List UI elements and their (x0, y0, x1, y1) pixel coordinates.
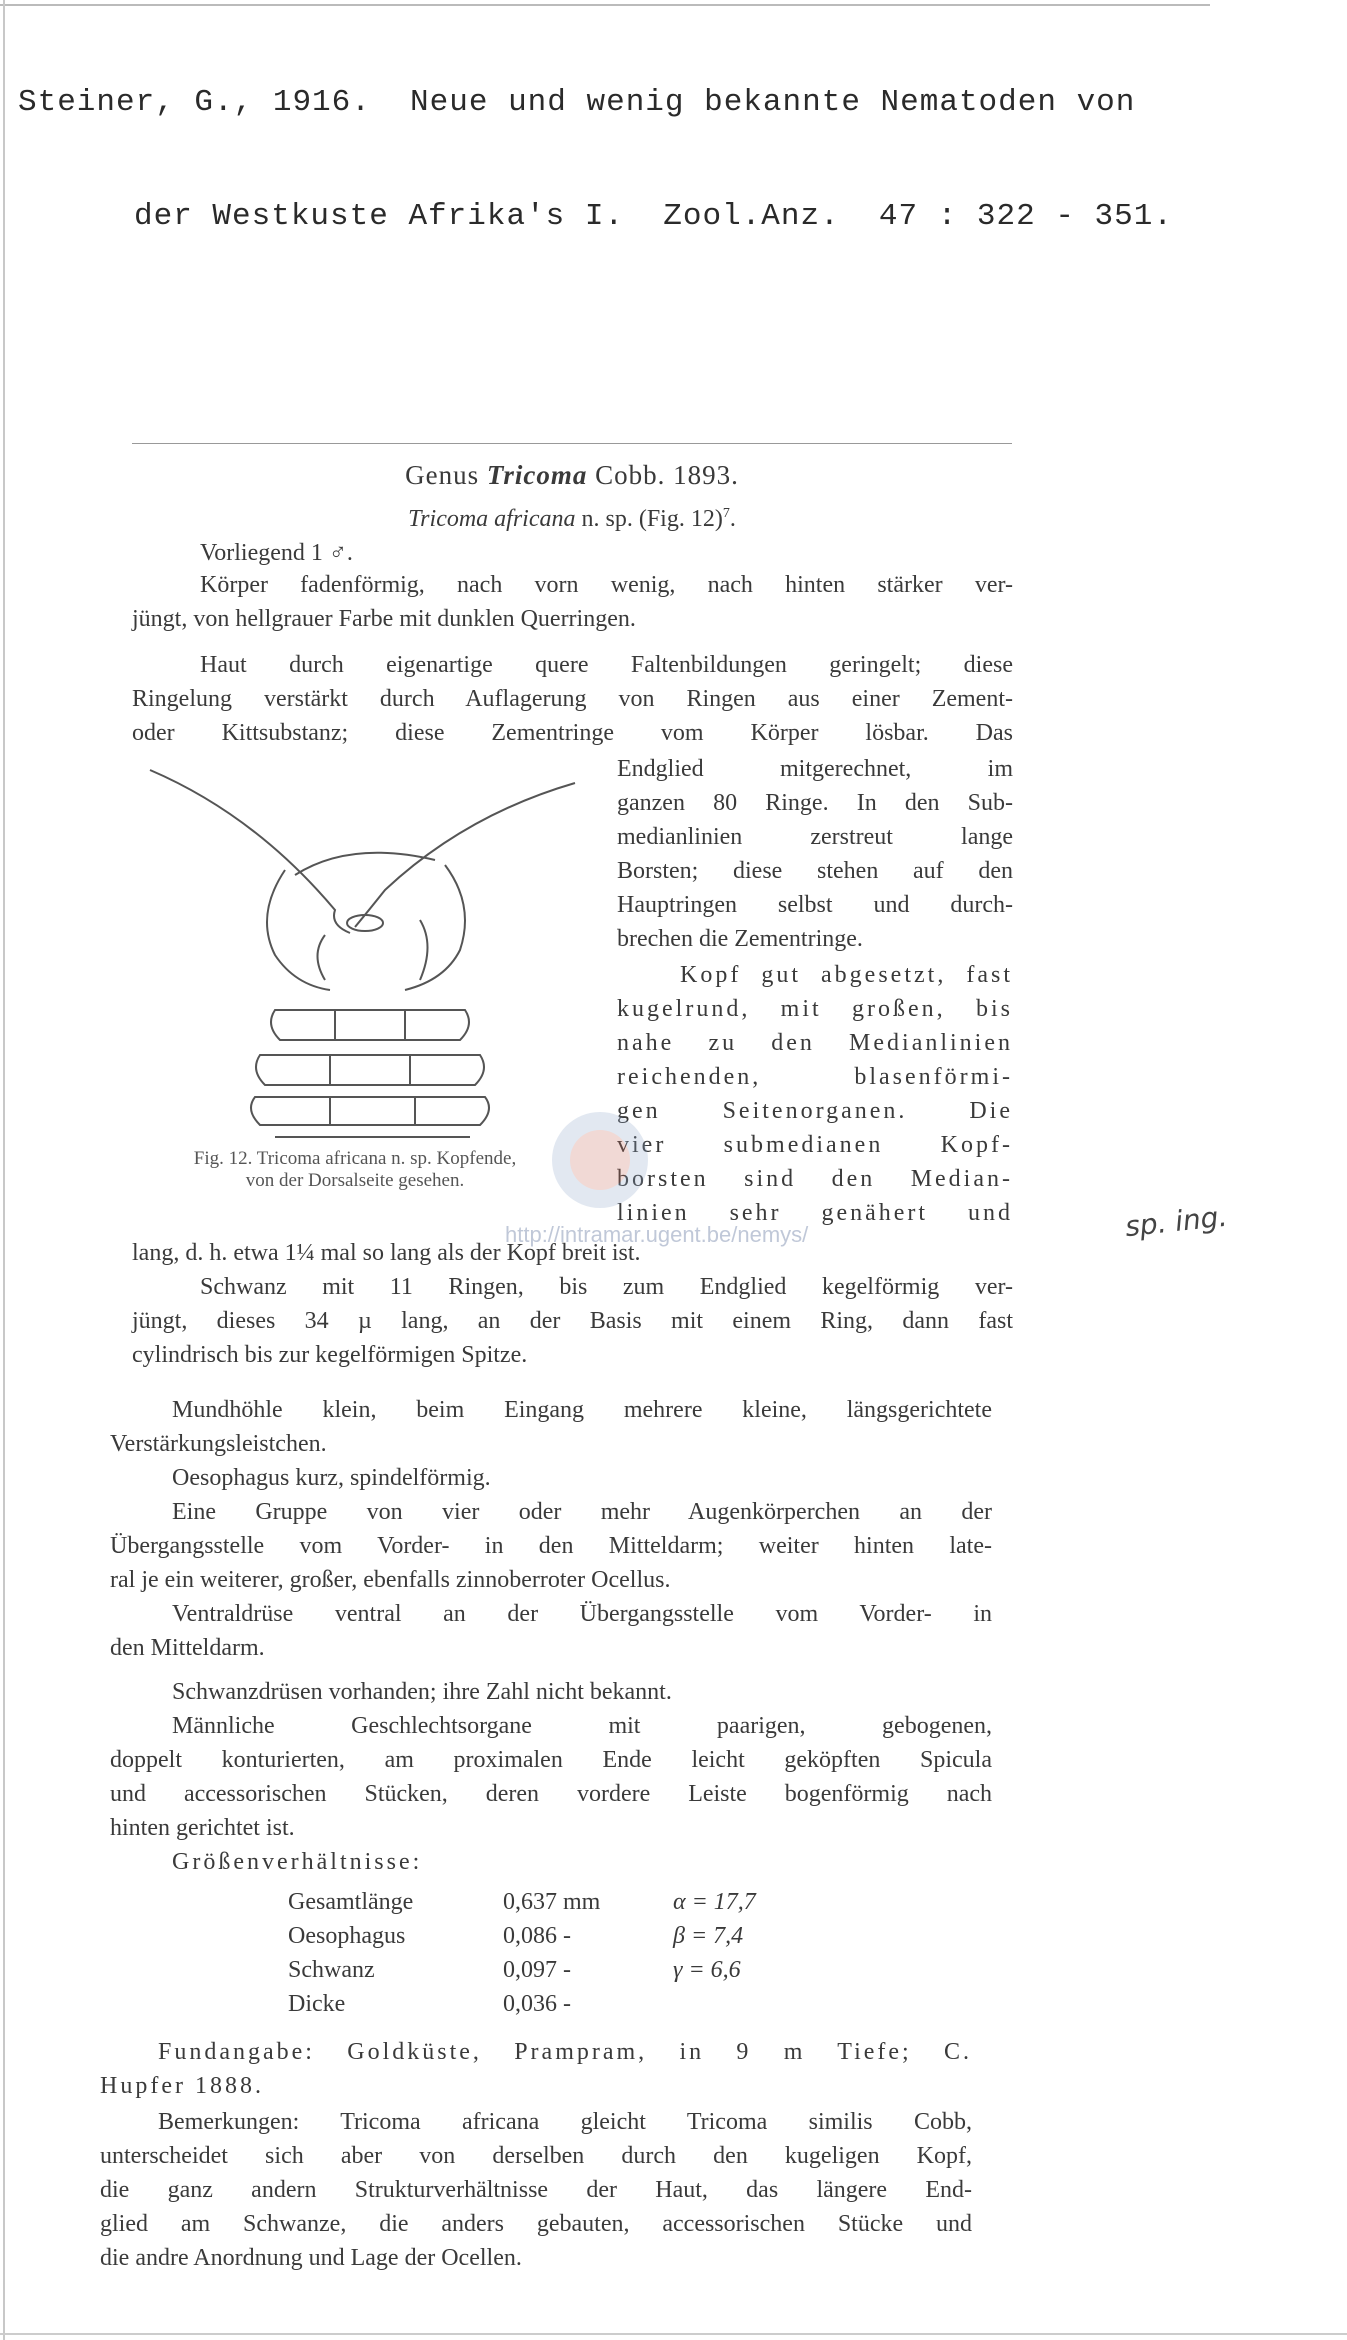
groessen-title: Größenverhältnisse: (172, 1849, 423, 1875)
figure-caption-line-1: Fig. 12. Tricoma africana n. sp. Kopfende, (193, 1148, 517, 1169)
text-koerper-2: jüngt, von hellgrauer Farbe mit dunklen Querringen. (132, 606, 636, 632)
text-haut-3: oder Kittsubstanz; diese Zementringe vom Körper lösbar. Das (132, 720, 1013, 746)
text-lang: lang, d. h. etwa 1¼ mal so lang als der Kopf breit ist. (132, 1240, 641, 1266)
text-kopf-8: linien sehr genähert und (617, 1200, 1013, 1226)
measure-ratio (673, 1987, 813, 2021)
table-row (288, 1885, 813, 1919)
citation-line-1: Steiner, G., 1916. Neue und wenig bekannte Nematoden von (18, 85, 1136, 120)
text-fund-1: Fundangabe: Goldküste, Prampram, in 9 m Tiefe; C. (158, 2039, 972, 2065)
text-schwanzdruesen: Schwanzdrüsen vorhanden; ihre Zahl nicht bekannt. (172, 1679, 672, 1705)
text-bemerk-1: Bemerkungen: Tricoma africana gleicht Tricoma similis Cobb, (158, 2109, 972, 2135)
text-ventral-2: den Mitteldarm. (110, 1635, 265, 1661)
measure-label: Dicke (288, 1990, 346, 2017)
measure-value: 0,036 - (503, 1990, 571, 2017)
text-bemerk-4: glied am Schwanze, die anders gebauten, accessorischen Stücke und (100, 2211, 972, 2237)
text-kopf-5: gen Seitenorganen. Die (617, 1098, 1013, 1124)
text-right-5: Hauptringen selbst und durch- (617, 892, 1013, 918)
text-maennl-2: doppelt konturierten, am proximalen Ende leicht geköpften Spicula (110, 1747, 992, 1773)
text-kopf-2: kugelrund, mit großen, bis (617, 996, 1013, 1022)
citation-line-2: der Westkuste Afrika's I. Zool.Anz. 47 : 322 - 351. (134, 199, 1173, 234)
text-ventral-1: Ventraldrüse ventral an der Übergangsstelle vom Vorder- in (172, 1601, 992, 1627)
measurements-table (288, 1885, 813, 2021)
text-bemerk-3: die ganz andern Strukturverhältnisse der Haut, das längere End- (100, 2177, 972, 2203)
figure-12-kopfende (135, 755, 595, 1155)
text-right-4: Borsten; diese stehen auf den (617, 858, 1013, 884)
text-oeso: Oesophagus kurz, spindelförmig. (172, 1465, 491, 1491)
scan-edge-bottom (0, 2333, 1347, 2335)
citation-header (18, 8, 1318, 312)
text-kopf-3: nahe zu den Medianlinien (617, 1030, 1013, 1056)
text-maennl-3: und accessorischen Stücken, deren vordere Leiste bogenförmig nach (110, 1781, 992, 1807)
watermark-logo (545, 1105, 655, 1215)
text-mund-2: Verstärkungsleistchen. (110, 1431, 327, 1457)
text-schwanz-2: jüngt, dieses 34 µ lang, an der Basis mit einem Ring, dann fast (132, 1308, 1013, 1334)
measure-label: Schwanz (288, 1956, 375, 1983)
text-kopf-6: vier submedianen Kopf- (617, 1132, 1013, 1158)
text-right-1: Endglied mitgerechnet, im (617, 756, 1013, 782)
measure-ratio: γ = 6,6 (673, 1956, 741, 1983)
text-haut-2: Ringelung verstärkt durch Auflagerung von Ringen aus einer Zement- (132, 686, 1013, 712)
text-haut-1: Haut durch eigenartige quere Faltenbildungen geringelt; diese (200, 652, 1013, 678)
footnote-marker: 7 (722, 506, 730, 521)
text-bemerk-5: die andre Anordnung und Lage der Ocellen. (100, 2245, 522, 2271)
text-right-3: medianlinien zerstreut lange (617, 824, 1013, 850)
genus-name: Tricoma (486, 460, 588, 490)
measure-label: Gesamtlänge (288, 1888, 414, 1915)
text-mund-1: Mundhöhle klein, beim Eingang mehrere kleine, längsgerichtete (172, 1397, 992, 1423)
measure-ratio: α = 17,7 (673, 1888, 756, 1915)
text-maennl-4: hinten gerichtet ist. (110, 1815, 295, 1841)
text-augen-3: ral je ein weiterer, großer, ebenfalls zinnoberroter Ocellus. (110, 1567, 671, 1593)
watermark-url: http://intramar.ugent.be/nemys/ (505, 1222, 809, 1247)
text-right-6: brechen die Zementringe. (617, 926, 863, 952)
text-kopf-7: borsten sind den Median- (617, 1166, 1013, 1192)
measure-value: 0,637 mm (503, 1888, 601, 1915)
text-augen-2: Übergangsstelle vom Vorder- in den Mitteldarm; weiter hinten late- (110, 1533, 992, 1559)
species-name: Tricoma africana (408, 506, 576, 532)
measure-value: 0,086 - (503, 1922, 571, 1949)
genus-heading: Genus Tricoma Cobb. 1893. (405, 460, 739, 490)
text-maennl-1: Männliche Geschlechtsorgane mit paarigen, gebogenen, (172, 1713, 992, 1739)
table-row (288, 1987, 813, 2021)
table-row (288, 1919, 813, 1953)
measure-ratio: β = 7,4 (673, 1922, 744, 1949)
figure-caption-line-2: von der Dorsalseite gesehen. (245, 1170, 465, 1191)
scan-edge-top (0, 4, 1210, 6)
figure-caption (135, 1148, 575, 1192)
table-row (288, 1953, 813, 1987)
species-heading: Tricoma africana n. sp. (Fig. 12)$^7$. (408, 506, 736, 532)
separator-rule (132, 443, 1012, 444)
text-bemerk-2: unterscheidet sich aber von derselben durch den kugeligen Kopf, (100, 2143, 972, 2169)
text-schwanz-3: cylindrisch bis zur kegelförmigen Spitze. (132, 1342, 528, 1368)
text-right-2: ganzen 80 Ringe. In den Sub- (617, 790, 1013, 816)
text-vorliegend: Vorliegend 1 ♂. (200, 540, 353, 566)
text-kopf-1: Kopf gut abgesetzt, fast (680, 962, 1013, 988)
text-kopf-4: reichenden, blasenförmi- (617, 1064, 1013, 1090)
text-schwanz-1: Schwanz mit 11 Ringen, bis zum Endglied kegelförmig ver- (200, 1274, 1013, 1300)
measure-label: Oesophagus (288, 1922, 406, 1949)
text-fund-2: Hupfer 1888. (100, 2073, 264, 2099)
margin-handwritten-note: sp. ing. (1123, 1199, 1229, 1244)
text-augen-1: Eine Gruppe von vier oder mehr Augenkörperchen an der (172, 1499, 992, 1525)
measure-value: 0,097 - (503, 1956, 571, 1983)
text-koerper-1: Körper fadenförmig, nach vorn wenig, nach hinten stärker ver- (200, 572, 1013, 598)
scan-edge-left (3, 0, 5, 2340)
